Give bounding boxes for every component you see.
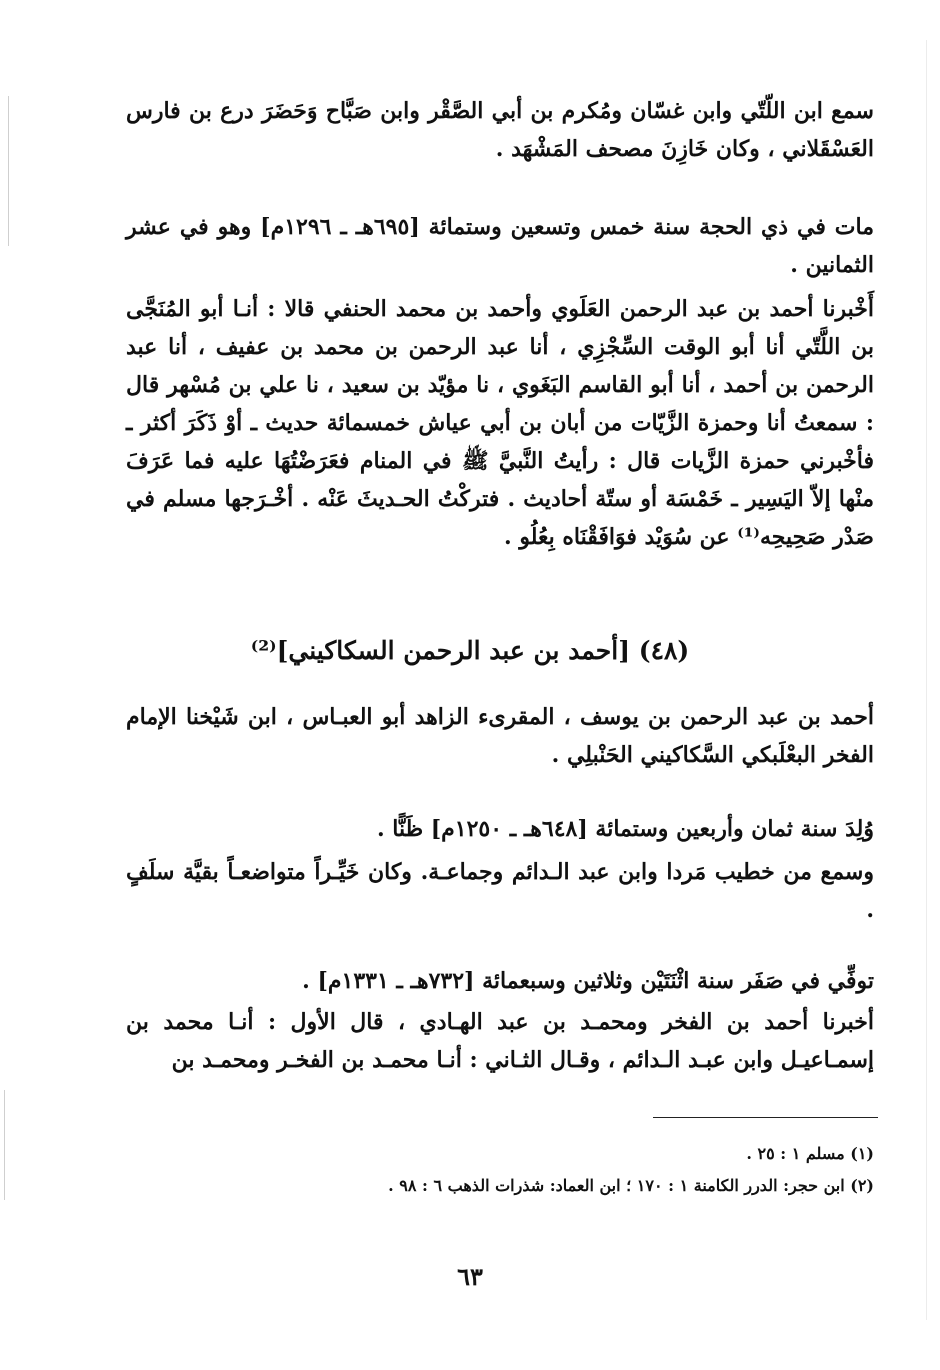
scan-edge-mark xyxy=(8,96,9,246)
paragraph-birth: وُلِدَ سنة ثمان وأربعين وستمائة [٦٤٨هـ ـ ١٢٥٠م] ظَنًّا . xyxy=(376,816,874,842)
paragraph-hadith-chain: أَخْبرنا أحمد بن عبد الرحمن العَلَوي وأحمد بن محمد الحنفي قالا : أنـا أبو المُنَجَّى بن اللَّتّي أنا أبو الوقت السِّجْزِي ، أنا عبد الرحمن بن محمد بن عفيف ، أنا عبد الرحمن بن أحمد ، أنا أبو القاسم البَغَوي ، نا مؤيّد بن سعيد ، نا علي بن مُسْهر قال : سمعتُ أنا وحمزة الزَّيّات من أبان بن أبي عياش خمسمائة حديث ـ أوْ ذَكَرَ أكثر ـ فأخْبرني حمزة الزَّيات قال : رأيتُ النَّبيَّ ﷺ في المنام فعَرَضْتُهَا عليه فما عَرَفَ منْها إلاّ اليَسِير ـ خَمْسَة أو ستّة أحاديث . فتركْتُ الحـديثَ عَنْه . أخْـرَجها مسلم في صَدْر صَحِيحِه⁽¹⁾ عن سُوَيْد فوَافَقْنَاه بِعُلُو . xyxy=(126,296,874,550)
entry-heading: (٤٨) [أحمد بن عبد الرحمن السكاكيني]⁽²⁾ xyxy=(250,636,690,665)
footnote-2: (٢) ابن حجر: الدرر الكامنة ١ : ١٧٠ ؛ ابن العماد: شذرات الذهب ٦ : ٩٨ . xyxy=(388,1176,874,1195)
scan-edge-mark xyxy=(926,40,927,1320)
paragraph-biography: أحمد بن عبد الرحمن بن يوسف ، المقرىء الزاهد أبو العبـاس ، ابن شَيْخنا الإمام الفخر البعْلَبكي السَّكاكيني الحَنْبلِي . xyxy=(126,704,874,768)
paragraph-narrators-heard: سمع ابن اللّتّي وابن غسّان ومُكرم بن أبي الصَّقْر وابن صَبَّاح وَحَضَرَ درع بن فارس العَسْقَلاني ، وكان خَازِنَ مصحف المَشْهَد . xyxy=(126,98,874,162)
paragraph-death-date: مات في ذي الحجة سنة خمس وتسعين وستمائة [٦٩٥هـ ـ ١٢٩٦م] وهو في عشر الثمانين . xyxy=(126,214,875,278)
footnote-divider xyxy=(653,1117,878,1118)
paragraph-chain-continued: أخبرنا أحمد بن الفخر ومحمـد بن عبد الهـادي ، قال الأول : أنـا محمد بن إسمـاعيـل وابن عبـد الـدائم ، وقـال الثـاني : أنـا محمـد بن الفخـر ومحمـد بن xyxy=(126,1009,874,1073)
paragraph-death: توفِّي في صَفَر سنة اثْنَتَيْن وثلاثين وسبعمائة [٧٣٢هـ ـ ١٣٣١م] . xyxy=(302,968,874,994)
footnotes xyxy=(126,1138,874,1202)
footnote-1: (١) مسلم ١ : ٢٥ . xyxy=(746,1144,874,1163)
scan-edge-mark xyxy=(4,1090,5,1200)
paragraph-teachers: وسمع من خطيب مَردا وابن عبد الـدائم وجماعـة. وكان خَيِّـراً متواضعـاً بقيَّة سلَفٍ . xyxy=(126,859,874,923)
page-number: ٦٣ xyxy=(457,1262,483,1291)
